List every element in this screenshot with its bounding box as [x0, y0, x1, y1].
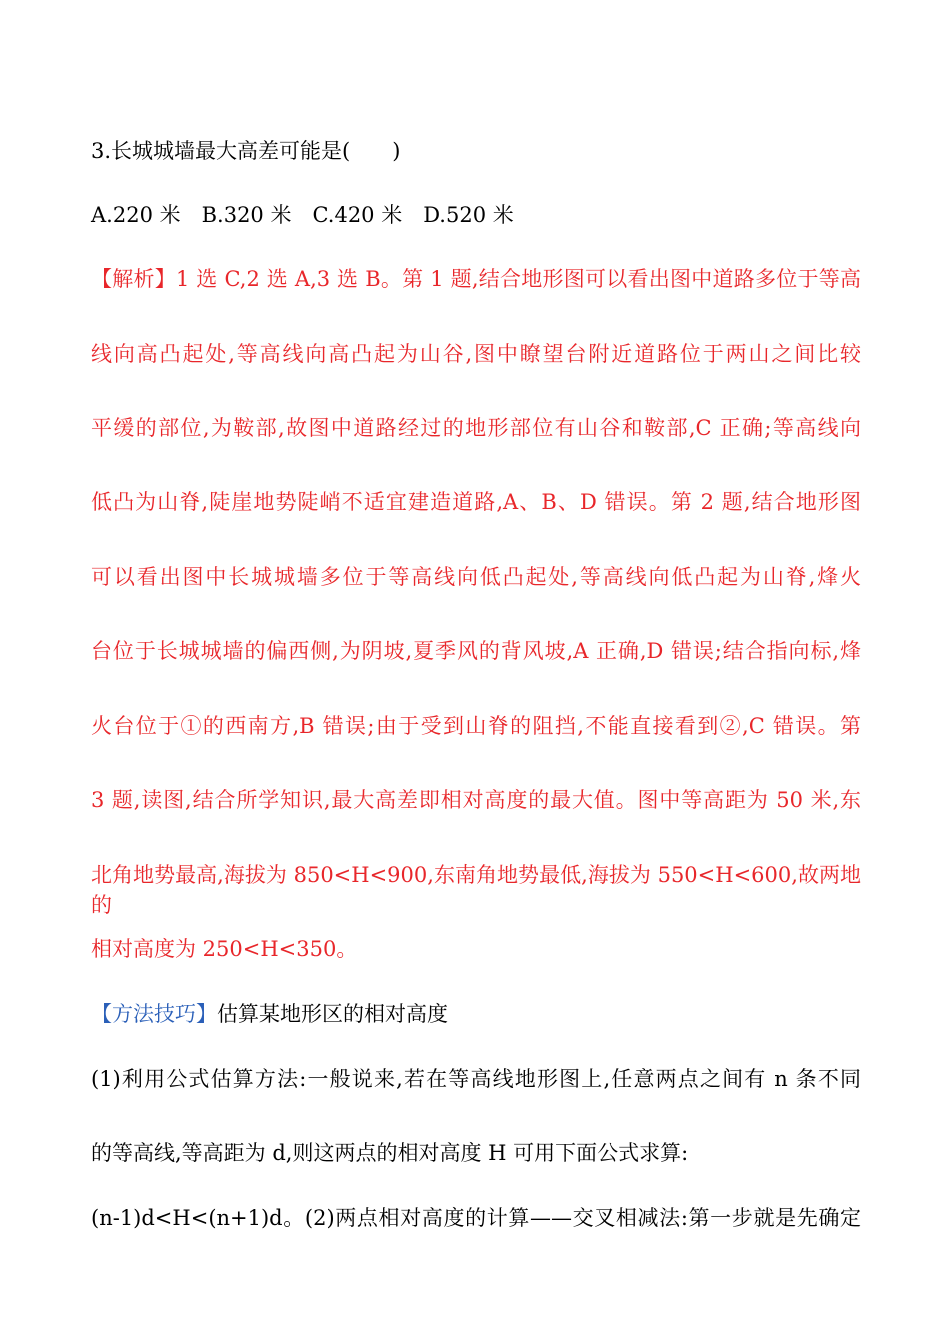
analysis-line: 线向高凸起处,等高线向高凸起为山谷,图中瞭望台附近道路位于两山之间比较	[91, 342, 861, 366]
analysis-line: 平缓的部位,为鞍部,故图中道路经过的地形部位有山谷和鞍部,C 正确;等高线向	[91, 416, 861, 440]
method-line: 的等高线,等高距为 d,则这两点的相对高度 H 可用下面公式求算:	[91, 1141, 689, 1165]
method-title: 估算某地形区的相对高度	[217, 1002, 448, 1026]
analysis-line: 相对高度为 250<H<350。	[91, 937, 358, 961]
analysis-line: 【解析】1 选 C,2 选 A,3 选 B。第 1 题,结合地形图可以看出图中道路多位于等高	[91, 267, 861, 291]
question-options: A.220 米 B.320 米 C.420 米 D.520 米	[91, 203, 514, 227]
question-stem: 3.长城城墙最大高差可能是( )	[91, 139, 401, 163]
analysis-line: 北角地势最高,海拔为 850<H<900,东南角地势最低,海拔为 550<H<600,故两地的	[91, 863, 861, 917]
analysis-line: 可以看出图中长城城墙多位于等高线向低凸起处,等高线向低凸起为山脊,烽火	[91, 565, 861, 589]
method-line: (1)利用公式估算方法:一般说来,若在等高线地形图上,任意两点之间有 n 条不同	[91, 1067, 861, 1091]
method-line: (n-1)d<H<(n+1)d。(2)两点相对高度的计算——交叉相减法:第一步就是先确定	[91, 1206, 861, 1230]
analysis-line: 低凸为山脊,陡崖地势陡峭不适宜建造道路,A、B、D 错误。第 2 题,结合地形图	[91, 490, 861, 514]
analysis-line: 3 题,读图,结合所学知识,最大高差即相对高度的最大值。图中等高距为 50 米,东	[91, 788, 861, 812]
analysis-line: 火台位于①的西南方,B 错误;由于受到山脊的阻挡,不能直接看到②,C 错误。第	[91, 714, 861, 738]
method-heading	[91, 999, 861, 1029]
analysis-line: 台位于长城城墙的偏西侧,为阴坡,夏季风的背风坡,A 正确,D 错误;结合指向标,烽	[91, 639, 861, 663]
method-tag: 【方法技巧】	[91, 1002, 217, 1026]
